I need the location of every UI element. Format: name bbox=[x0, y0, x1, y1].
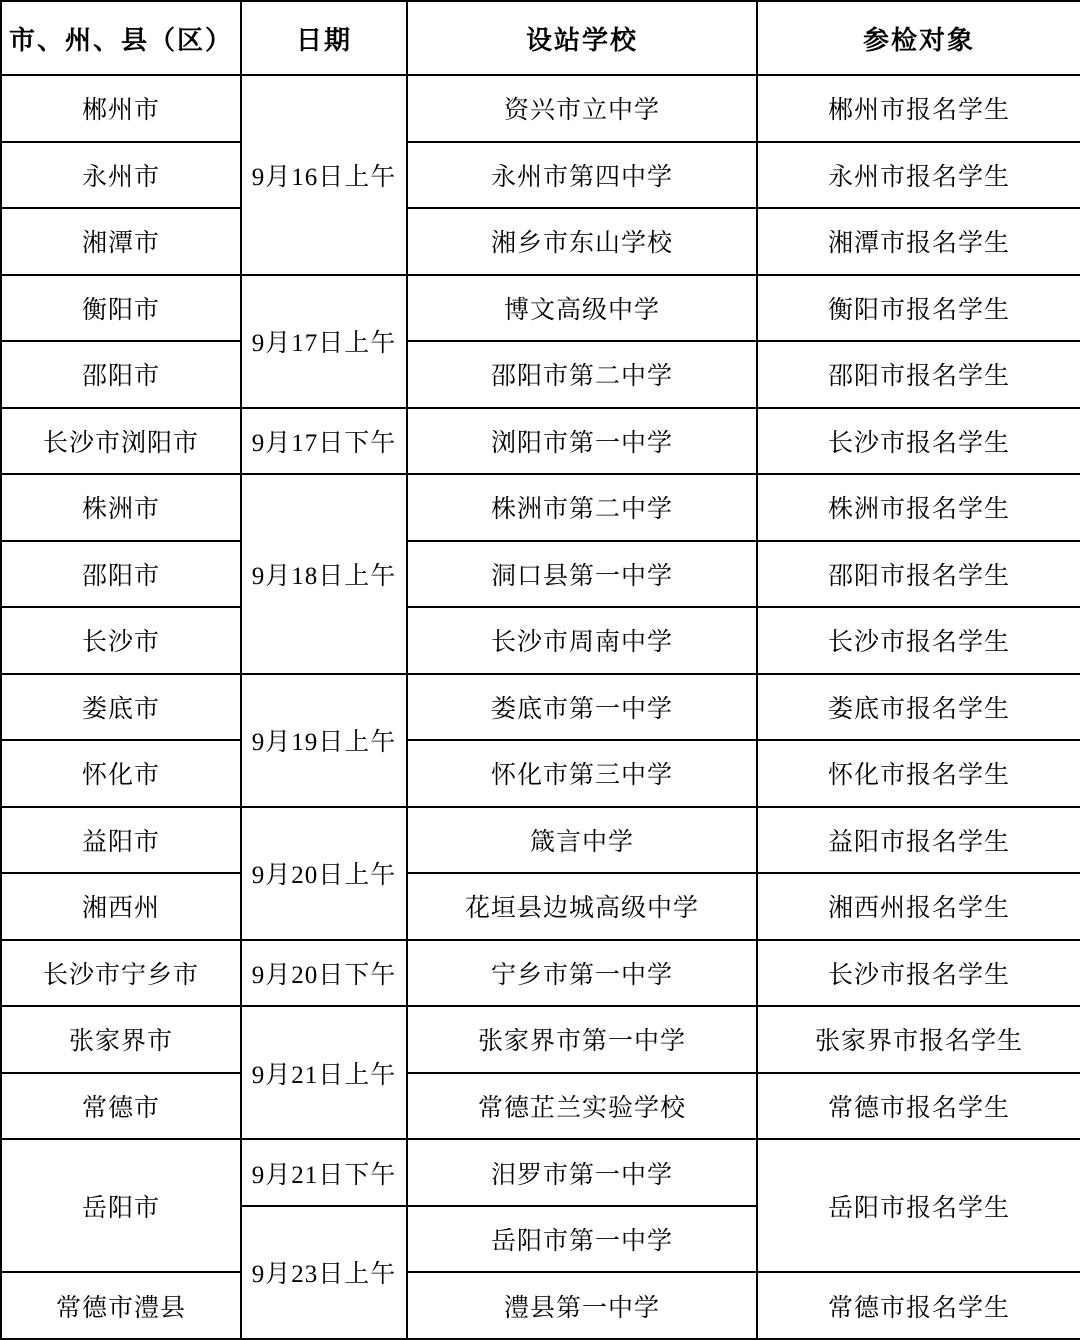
cell-school: 湘乡市东山学校 bbox=[407, 208, 757, 275]
cell-school: 永州市第四中学 bbox=[407, 142, 757, 209]
table-row bbox=[1, 740, 1080, 807]
cell-school: 怀化市第三中学 bbox=[407, 740, 757, 807]
table-row bbox=[1, 341, 1080, 408]
table-row bbox=[1, 75, 1080, 142]
cell-date: 9月21日上午 bbox=[241, 1006, 407, 1139]
cell-region: 永州市 bbox=[1, 142, 241, 209]
cell-target: 湘西州报名学生 bbox=[757, 873, 1080, 940]
table-row bbox=[1, 1139, 1080, 1206]
cell-region: 衡阳市 bbox=[1, 275, 241, 342]
cell-school: 浏阳市第一中学 bbox=[407, 408, 757, 475]
cell-school: 洞口县第一中学 bbox=[407, 541, 757, 608]
cell-target: 长沙市报名学生 bbox=[757, 408, 1080, 475]
cell-date: 9月20日上午 bbox=[241, 807, 407, 940]
cell-date: 9月17日下午 bbox=[241, 408, 407, 475]
cell-target: 长沙市报名学生 bbox=[757, 607, 1080, 674]
cell-target: 衡阳市报名学生 bbox=[757, 275, 1080, 342]
cell-target: 永州市报名学生 bbox=[757, 142, 1080, 209]
table-row bbox=[1, 275, 1080, 342]
cell-date: 9月23日上午 bbox=[241, 1206, 407, 1339]
cell-school: 娄底市第一中学 bbox=[407, 674, 757, 741]
cell-region: 邵阳市 bbox=[1, 541, 241, 608]
cell-school: 资兴市立中学 bbox=[407, 75, 757, 142]
table-body bbox=[1, 75, 1080, 1339]
cell-target: 邵阳市报名学生 bbox=[757, 341, 1080, 408]
cell-target: 岳阳市报名学生 bbox=[757, 1139, 1080, 1272]
cell-target: 娄底市报名学生 bbox=[757, 674, 1080, 741]
cell-region: 益阳市 bbox=[1, 807, 241, 874]
table-row bbox=[1, 1272, 1080, 1339]
cell-school: 邵阳市第二中学 bbox=[407, 341, 757, 408]
table-row bbox=[1, 1006, 1080, 1073]
table-row bbox=[1, 940, 1080, 1007]
cell-region: 长沙市浏阳市 bbox=[1, 408, 241, 475]
cell-region: 长沙市宁乡市 bbox=[1, 940, 241, 1007]
cell-region: 常德市 bbox=[1, 1073, 241, 1140]
cell-date: 9月19日上午 bbox=[241, 674, 407, 807]
cell-region: 娄底市 bbox=[1, 674, 241, 741]
cell-school: 岳阳市第一中学 bbox=[407, 1206, 757, 1273]
cell-date: 9月21日下午 bbox=[241, 1139, 407, 1206]
cell-school: 张家界市第一中学 bbox=[407, 1006, 757, 1073]
cell-target: 常德市报名学生 bbox=[757, 1073, 1080, 1140]
cell-target: 常德市报名学生 bbox=[757, 1272, 1080, 1339]
cell-region: 岳阳市 bbox=[1, 1139, 241, 1272]
cell-date: 9月18日上午 bbox=[241, 474, 407, 674]
cell-region: 常德市澧县 bbox=[1, 1272, 241, 1339]
table-row bbox=[1, 541, 1080, 608]
cell-target: 郴州市报名学生 bbox=[757, 75, 1080, 142]
table-row bbox=[1, 807, 1080, 874]
cell-target: 邵阳市报名学生 bbox=[757, 541, 1080, 608]
table-header-row bbox=[1, 1, 1080, 75]
cell-school: 箴言中学 bbox=[407, 807, 757, 874]
cell-region: 株洲市 bbox=[1, 474, 241, 541]
column-header-target: 参检对象 bbox=[757, 1, 1080, 75]
column-header-date: 日期 bbox=[241, 1, 407, 75]
table-row bbox=[1, 208, 1080, 275]
table-row bbox=[1, 474, 1080, 541]
cell-school: 博文高级中学 bbox=[407, 275, 757, 342]
cell-target: 益阳市报名学生 bbox=[757, 807, 1080, 874]
cell-region: 张家界市 bbox=[1, 1006, 241, 1073]
table-row bbox=[1, 408, 1080, 475]
cell-target: 湘潭市报名学生 bbox=[757, 208, 1080, 275]
cell-school: 常德芷兰实验学校 bbox=[407, 1073, 757, 1140]
table-row bbox=[1, 142, 1080, 209]
cell-region: 郴州市 bbox=[1, 75, 241, 142]
column-header-school: 设站学校 bbox=[407, 1, 757, 75]
cell-region: 邵阳市 bbox=[1, 341, 241, 408]
cell-school: 汨罗市第一中学 bbox=[407, 1139, 757, 1206]
cell-school: 宁乡市第一中学 bbox=[407, 940, 757, 1007]
table-row bbox=[1, 1073, 1080, 1140]
cell-target: 怀化市报名学生 bbox=[757, 740, 1080, 807]
cell-region: 怀化市 bbox=[1, 740, 241, 807]
column-header-region: 市、州、县（区） bbox=[1, 1, 241, 75]
cell-date: 9月16日上午 bbox=[241, 75, 407, 275]
cell-date: 9月20日下午 bbox=[241, 940, 407, 1007]
cell-region: 湘西州 bbox=[1, 873, 241, 940]
cell-school: 澧县第一中学 bbox=[407, 1272, 757, 1339]
table-row bbox=[1, 674, 1080, 741]
cell-region: 长沙市 bbox=[1, 607, 241, 674]
cell-school: 株洲市第二中学 bbox=[407, 474, 757, 541]
cell-target: 长沙市报名学生 bbox=[757, 940, 1080, 1007]
cell-school: 长沙市周南中学 bbox=[407, 607, 757, 674]
cell-region: 湘潭市 bbox=[1, 208, 241, 275]
cell-target: 张家界市报名学生 bbox=[757, 1006, 1080, 1073]
table-row bbox=[1, 607, 1080, 674]
cell-school: 花垣县边城高级中学 bbox=[407, 873, 757, 940]
table-row bbox=[1, 873, 1080, 940]
cell-date: 9月17日上午 bbox=[241, 275, 407, 408]
cell-target: 株洲市报名学生 bbox=[757, 474, 1080, 541]
